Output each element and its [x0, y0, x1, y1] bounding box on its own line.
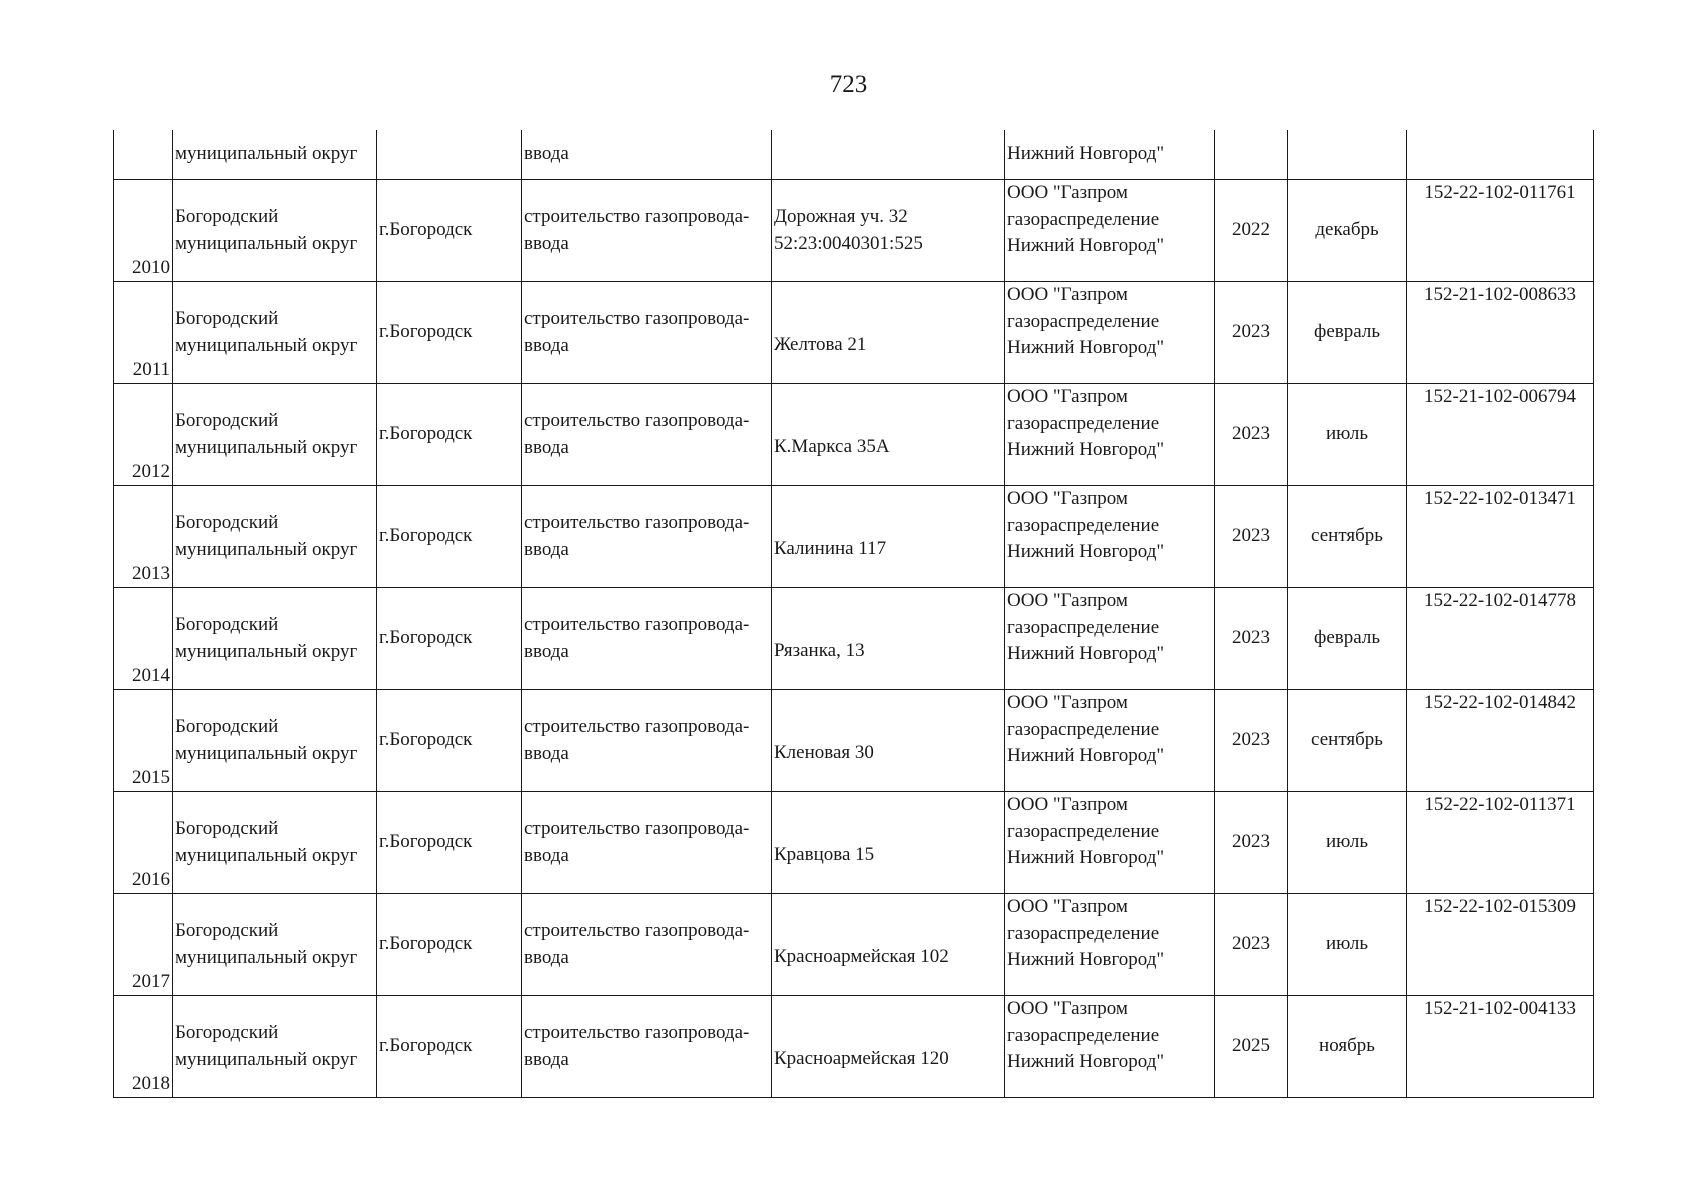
- cell-code: [1407, 690, 1594, 792]
- work-line-2: ввода: [524, 1048, 569, 1070]
- cell-org: [1005, 996, 1215, 1098]
- org-line-1: ООО "Газпром: [1007, 488, 1128, 509]
- address-line-1: К.Маркса 35А: [774, 436, 890, 458]
- cell-num: [114, 792, 173, 894]
- cell-code: [1407, 894, 1594, 996]
- district-type: муниципальный округ: [175, 844, 358, 866]
- city: г.Богородск: [379, 729, 473, 751]
- cell-district: [173, 384, 377, 486]
- cell-code: [1407, 486, 1594, 588]
- cell-city: [377, 894, 522, 996]
- district-type: муниципальный округ: [175, 742, 358, 764]
- city: г.Богородск: [379, 627, 473, 649]
- org-line-3: Нижний Новгород": [1007, 541, 1165, 562]
- cell-month: [1288, 996, 1407, 1098]
- cell-work: [522, 588, 772, 690]
- work-line-1: строительство газопровода-: [524, 206, 750, 227]
- cell-org: [1005, 180, 1215, 282]
- address-line-1: Калинина 117: [774, 538, 887, 560]
- work-line-1: строительство газопровода-: [524, 920, 750, 941]
- cell-month: [1288, 588, 1407, 690]
- cell-month: [1288, 690, 1407, 792]
- org-line-1: ООО "Газпром: [1007, 794, 1128, 815]
- cell-num: [114, 282, 173, 384]
- org-line-3: Нижний Новгород": [1007, 643, 1165, 664]
- cell-code: [1407, 792, 1594, 894]
- year: 2025: [1232, 1035, 1270, 1057]
- org-line-1: ООО "Газпром: [1007, 692, 1128, 713]
- work-line-1: строительство газопровода-: [524, 308, 750, 329]
- month: сентябрь: [1311, 729, 1383, 751]
- cell-org: [1005, 588, 1215, 690]
- address-line-1: Кленовая 30: [774, 742, 874, 764]
- row-number: 2014: [132, 664, 170, 686]
- org-line-1: ООО "Газпром: [1007, 998, 1128, 1019]
- year: 2023: [1232, 933, 1270, 955]
- month: июль: [1325, 423, 1369, 445]
- cell-address: [772, 180, 1005, 282]
- cell-year: [1215, 486, 1288, 588]
- cell-district: [173, 282, 377, 384]
- year: 2023: [1232, 321, 1270, 343]
- org-line-2: газораспределение: [1007, 922, 1160, 944]
- cell-district: [173, 792, 377, 894]
- city: г.Богородск: [379, 933, 473, 955]
- cell-address: [772, 486, 1005, 588]
- cell-month: [1288, 282, 1407, 384]
- cell-work: [522, 792, 772, 894]
- month: июль: [1325, 933, 1369, 955]
- cell-city: [377, 130, 522, 180]
- cell-city: [377, 996, 522, 1098]
- cell-district: [173, 996, 377, 1098]
- cell-code: [1407, 384, 1594, 486]
- cell-city: [377, 792, 522, 894]
- work-line-1: строительство газопровода-: [524, 614, 750, 635]
- row-number: 2015: [132, 766, 170, 788]
- org-line-2: газораспределение: [1007, 616, 1160, 638]
- cell-year: [1215, 894, 1288, 996]
- month: сентябрь: [1311, 525, 1383, 547]
- org-line-3: Нижний Новгород": [1007, 337, 1165, 358]
- org-line-3: Нижний Новгород": [1007, 847, 1165, 868]
- cell-month: [1288, 384, 1407, 486]
- work-line-2: ввода: [524, 436, 569, 458]
- cell-address: [772, 384, 1005, 486]
- district-name: Богородский: [175, 920, 279, 941]
- cell-year: [1215, 384, 1288, 486]
- month: ноябрь: [1319, 1035, 1375, 1057]
- table-row: [114, 384, 1594, 486]
- permit-code: 152-21-102-004133: [1424, 998, 1576, 1019]
- cell-city: [377, 486, 522, 588]
- row-number: 2013: [132, 562, 170, 584]
- city: г.Богородск: [379, 321, 473, 343]
- cell-org: Нижний Новгород": [1005, 130, 1215, 180]
- cell-district: [173, 486, 377, 588]
- cell-num: [114, 180, 173, 282]
- permit-code: 152-22-102-013471: [1424, 488, 1576, 509]
- district-type: муниципальный округ: [175, 538, 358, 560]
- cell-city: [377, 180, 522, 282]
- cell-district: муниципальный округ: [173, 130, 377, 180]
- cell-num: [114, 384, 173, 486]
- cell-year: [1215, 282, 1288, 384]
- cell-work: [522, 486, 772, 588]
- work-line-2: ввода: [524, 538, 569, 560]
- district-name: Богородский: [175, 1022, 279, 1043]
- cell-district: [173, 690, 377, 792]
- work-line-2: ввода: [524, 334, 569, 356]
- address-line-1: Кравцова 15: [774, 844, 875, 866]
- district-name: Богородский: [175, 818, 279, 839]
- org-line-2: газораспределение: [1007, 1024, 1160, 1046]
- district-type: муниципальный округ: [175, 1048, 358, 1070]
- address-line-1: Желтова 21: [774, 334, 867, 356]
- month: февраль: [1314, 321, 1380, 343]
- district-name: Богородский: [175, 716, 279, 737]
- district-name: Богородский: [175, 614, 279, 635]
- permit-code: 152-22-102-011761: [1424, 182, 1576, 203]
- org-line-1: ООО "Газпром: [1007, 182, 1128, 203]
- work-line-2: ввода: [524, 640, 569, 662]
- cell-work: [522, 282, 772, 384]
- org-line-2: газораспределение: [1007, 514, 1160, 536]
- permit-code: 152-22-102-015309: [1424, 896, 1576, 917]
- table-row: [114, 792, 1594, 894]
- cell-num: [114, 486, 173, 588]
- district-type: муниципальный округ: [175, 232, 358, 254]
- cell-org: [1005, 282, 1215, 384]
- row-number: 2016: [132, 868, 170, 890]
- address-line-1: Дорожная уч. 32: [774, 206, 908, 227]
- cell-work: [522, 384, 772, 486]
- cell-work: [522, 996, 772, 1098]
- row-number: 2011: [132, 358, 170, 380]
- work-line-2: ввода: [524, 844, 569, 866]
- page-number: 723: [829, 71, 868, 98]
- cell-year: [1215, 792, 1288, 894]
- work-line-1: строительство газопровода-: [524, 818, 750, 839]
- cell-work: ввода: [522, 130, 772, 180]
- org-line-2: газораспределение: [1007, 820, 1160, 842]
- table-body: [114, 130, 1594, 1098]
- cell-address: [772, 690, 1005, 792]
- month: декабрь: [1315, 219, 1379, 241]
- org-line-1: ООО "Газпром: [1007, 386, 1128, 407]
- cell-district: [173, 894, 377, 996]
- cell-code: [1407, 180, 1594, 282]
- org-line-3: Нижний Новгород": [1007, 1051, 1165, 1072]
- cell-month: [1288, 180, 1407, 282]
- table-row: [114, 282, 1594, 384]
- org-line-2: газораспределение: [1007, 310, 1160, 332]
- cell-month: [1288, 486, 1407, 588]
- org-line-1: ООО "Газпром: [1007, 590, 1128, 611]
- year: 2023: [1232, 525, 1270, 547]
- work-line-2: ввода: [524, 232, 569, 254]
- city: г.Богородск: [379, 219, 473, 241]
- table-row: [114, 486, 1594, 588]
- cell-address: [772, 130, 1005, 180]
- work-line-1: строительство газопровода-: [524, 410, 750, 431]
- org-line-3: Нижний Новгород": [1007, 235, 1165, 256]
- city: г.Богородск: [379, 423, 473, 445]
- row-number: 2012: [132, 460, 170, 482]
- row-number: 2010: [132, 256, 170, 278]
- district-type: муниципальный округ: [175, 334, 358, 356]
- cell-org: [1005, 486, 1215, 588]
- permit-code: 152-22-102-014842: [1424, 692, 1576, 713]
- address-line-1: Красноармейская 102: [774, 946, 949, 968]
- work-line-2: ввода: [524, 742, 569, 764]
- cell-num: [114, 588, 173, 690]
- cell-code: [1407, 588, 1594, 690]
- address-line-1: Рязанка, 13: [774, 640, 865, 662]
- cell-org: [1005, 384, 1215, 486]
- district-name: Богородский: [175, 308, 279, 329]
- org-line-2: газораспределение: [1007, 412, 1160, 434]
- district-name: Богородский: [175, 206, 279, 227]
- row-number: 2018: [132, 1072, 170, 1094]
- cell-address: [772, 588, 1005, 690]
- permit-code: 152-21-102-006794: [1424, 386, 1576, 407]
- work-line-2: ввода: [524, 946, 569, 968]
- registry-table: [113, 130, 1594, 1098]
- permit-code: 152-22-102-014778: [1424, 590, 1576, 611]
- city: г.Богородск: [379, 525, 473, 547]
- district-name: Богородский: [175, 410, 279, 431]
- cell-org: [1005, 690, 1215, 792]
- org-line-3: Нижний Новгород": [1007, 439, 1165, 460]
- permit-code: 152-21-102-008633: [1424, 284, 1576, 305]
- year: 2023: [1232, 831, 1270, 853]
- cell-city: [377, 384, 522, 486]
- table-row: [114, 588, 1594, 690]
- cell-month: [1288, 130, 1407, 180]
- org-line-1: ООО "Газпром: [1007, 284, 1128, 305]
- month: февраль: [1314, 627, 1380, 649]
- cell-year: [1215, 588, 1288, 690]
- city: г.Богородск: [379, 831, 473, 853]
- cell-address: [772, 792, 1005, 894]
- year: 2023: [1232, 729, 1270, 751]
- cell-num: [114, 996, 173, 1098]
- cell-city: [377, 690, 522, 792]
- cell-address: [772, 996, 1005, 1098]
- cell-month: [1288, 894, 1407, 996]
- city: г.Богородск: [379, 1035, 473, 1057]
- month: июль: [1325, 831, 1369, 853]
- cell-num: [114, 690, 173, 792]
- cell-year: [1215, 180, 1288, 282]
- cell-city: [377, 588, 522, 690]
- cell-year: [1215, 690, 1288, 792]
- cell-district: [173, 180, 377, 282]
- year: 2023: [1232, 423, 1270, 445]
- work-line-1: строительство газопровода-: [524, 512, 750, 533]
- permit-code: 152-22-102-011371: [1424, 794, 1576, 815]
- work-line-1: строительство газопровода-: [524, 1022, 750, 1043]
- continuation-row: [114, 130, 1594, 180]
- cell-address: [772, 282, 1005, 384]
- cell-work: [522, 894, 772, 996]
- cell-code: [1407, 282, 1594, 384]
- cell-month: [1288, 792, 1407, 894]
- table-row: [114, 690, 1594, 792]
- row-number: 2017: [132, 970, 170, 992]
- cell-code: [1407, 996, 1594, 1098]
- cell-year: [1215, 996, 1288, 1098]
- cell-org: [1005, 894, 1215, 996]
- district-name: Богородский: [175, 512, 279, 533]
- cell-org: [1005, 792, 1215, 894]
- district-type: муниципальный округ: [175, 436, 358, 458]
- cell-work: [522, 180, 772, 282]
- cell-code: [1407, 130, 1594, 180]
- address-line-2: 52:23:0040301:525: [774, 232, 923, 254]
- org-line-3: Нижний Новгород": [1007, 745, 1165, 766]
- year: 2023: [1232, 627, 1270, 649]
- cell-num: [114, 894, 173, 996]
- org-line-3: Нижний Новгород": [1007, 949, 1165, 970]
- district-type: муниципальный округ: [175, 946, 358, 968]
- table-row: [114, 894, 1594, 996]
- org-line-2: газораспределение: [1007, 208, 1160, 230]
- work-line-1: строительство газопровода-: [524, 716, 750, 737]
- org-line-1: ООО "Газпром: [1007, 896, 1128, 917]
- address-line-1: Красноармейская 120: [774, 1048, 949, 1070]
- cell-city: [377, 282, 522, 384]
- cell-work: [522, 690, 772, 792]
- table-row: [114, 180, 1594, 282]
- cell-num: [114, 130, 173, 180]
- cell-year: [1215, 130, 1288, 180]
- cell-district: [173, 588, 377, 690]
- table-row: [114, 996, 1594, 1098]
- district-type: муниципальный округ: [175, 640, 358, 662]
- year: 2022: [1232, 219, 1270, 241]
- cell-address: [772, 894, 1005, 996]
- org-line-2: газораспределение: [1007, 718, 1160, 740]
